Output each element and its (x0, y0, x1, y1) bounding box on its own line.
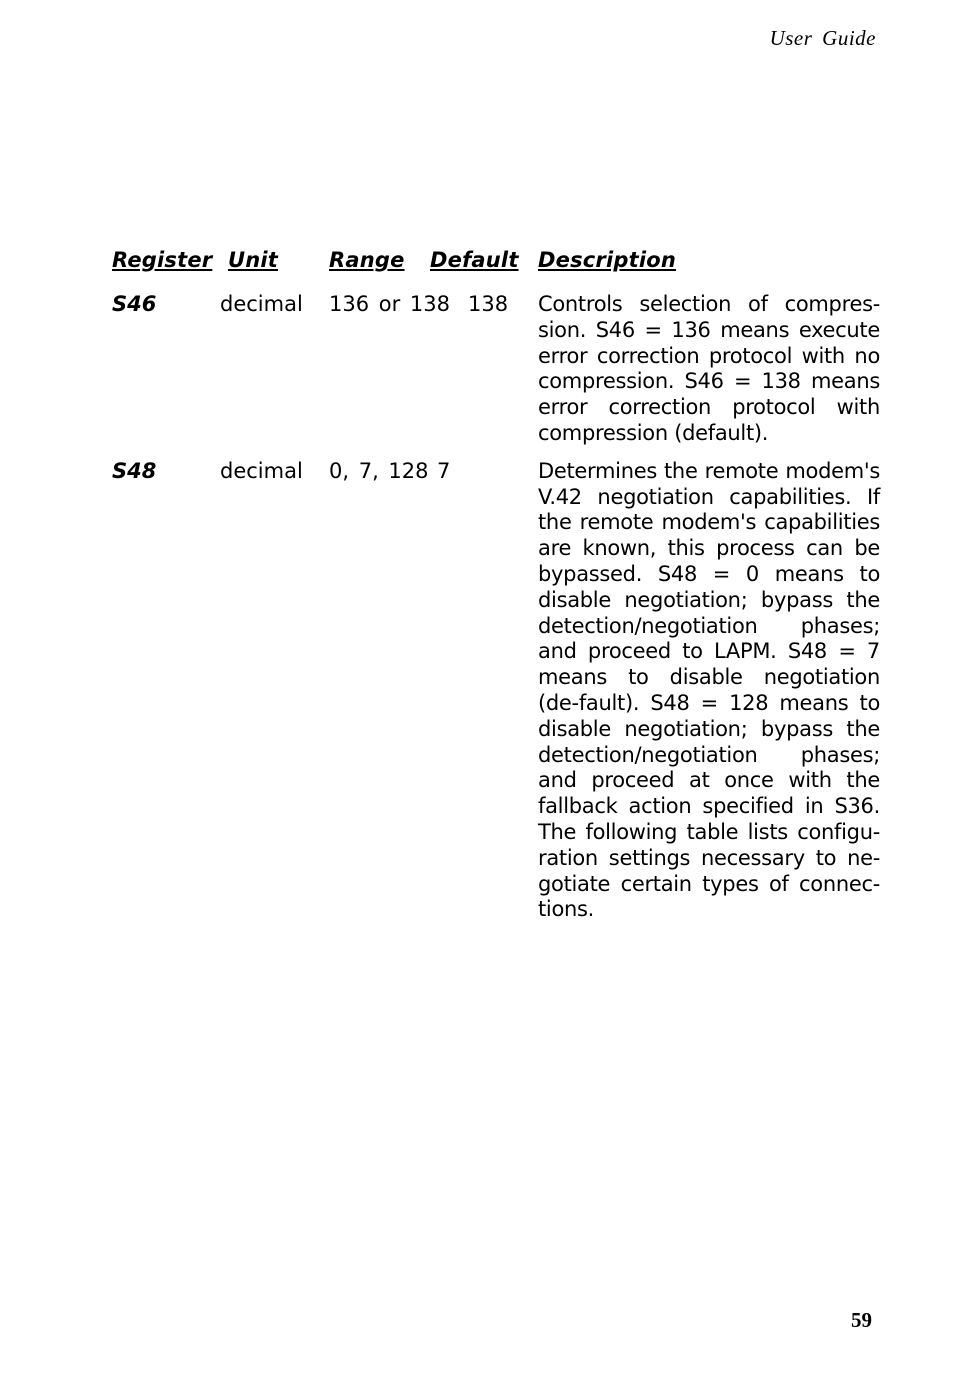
range-cell: 0, 7, 128 (329, 458, 429, 483)
register-name: S46 (112, 292, 157, 316)
table-row (112, 292, 880, 447)
default-cell: 138 (468, 292, 509, 316)
table-row (112, 459, 880, 923)
default-cell: 7 (437, 458, 451, 483)
column-header-description: Description (538, 248, 677, 272)
description-cell: Determines the remote modem's V.42 negotiation capabilities. If the remote modem's capabilities are known, this process can be bypassed. S48 = 0 means to disable negotiation; bypass the detection/negotiation phases; and proceed to LAPM. S48 = 7 means to disable negotiation (de-fault). S48 = 128 means to disable negotiation; bypass the detection/negotiation phases; and proceed at once with the fallback action specified in S36. The following table lists configu-ration settings necessary to ne-gotiate certain types of connec-tions. (538, 458, 880, 922)
unit-cell: decimal (220, 292, 303, 316)
column-header-range: Range (329, 248, 405, 272)
running-header: User Guide (769, 26, 876, 50)
unit-cell: decimal (220, 458, 303, 483)
description-cell: Controls selection of compres-sion. S46 = 136 means execute error correction protocol with no compression. S46 = 138 means error correction protocol with compression (default). (538, 292, 880, 445)
column-header-default: Default (430, 248, 519, 272)
column-header-unit: Unit (228, 248, 279, 272)
table-header-row (112, 248, 880, 292)
page-number: 59 (851, 1308, 872, 1332)
register-table (112, 248, 880, 923)
column-header-register: Register (112, 248, 213, 272)
register-name: S48 (112, 458, 157, 483)
range-cell: 136 or 138 (329, 292, 450, 316)
